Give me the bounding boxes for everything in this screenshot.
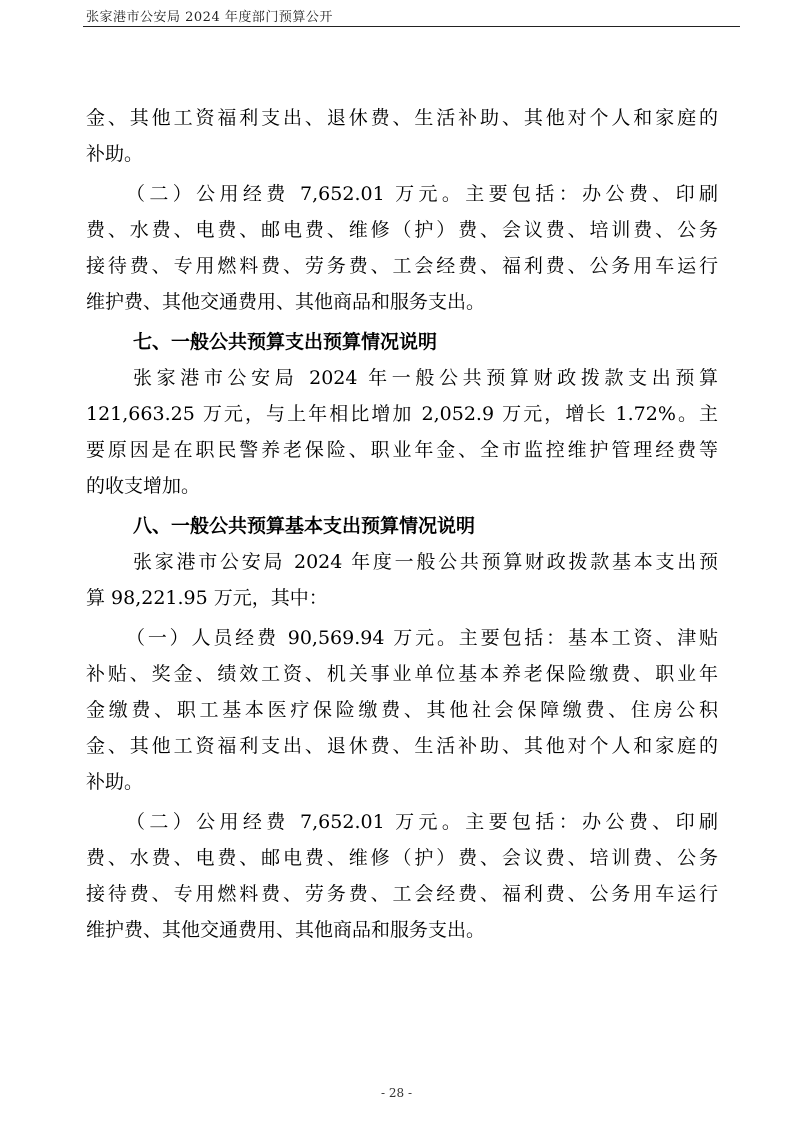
text-line: 要原因是在职民警养老保险、职业年金、全市监控维护管理经费等 [86, 439, 718, 461]
text-line: 121,663.25 万元，与上年相比增加 2,052.9 万元，增长 1.72%。主 [86, 403, 718, 425]
text-line: 维护费、其他交通费用、其他商品和服务支出。 [86, 291, 486, 313]
text-line: 金、其他工资福利支出、退休费、生活补助、其他对个人和家庭的 [86, 107, 718, 129]
text-line: 张家港市公安局 2024 年一般公共预算财政拨款支出预算 [133, 367, 718, 389]
text-line: 金缴费、职工基本医疗保险缴费、其他社会保障缴费、住房公积 [86, 699, 718, 721]
document-body [86, 100, 718, 948]
text-line: 算 98,221.95 万元，其中： [86, 587, 328, 609]
text-line: 补助。 [86, 143, 144, 165]
text-line: 维护费、其他交通费用、其他商品和服务支出。 [86, 919, 486, 941]
text-line: （二）公用经费 7,652.01 万元。主要包括：办公费、印刷 [126, 183, 718, 205]
text-line: （二）公用经费 7,652.01 万元。主要包括：办公费、印刷 [126, 811, 718, 833]
page-header-title: 张家港市公安局 2024 年度部门预算公开 [86, 10, 333, 25]
section-heading-7: 七、一般公共预算支出预算情况说明 [133, 331, 438, 353]
header-divider [83, 26, 740, 27]
text-line: 接待费、专用燃料费、劳务费、工会经费、福利费、公务用车运行 [86, 883, 718, 905]
text-line: 的收支增加。 [86, 475, 201, 497]
text-line: 费、水费、电费、邮电费、维修（护）费、会议费、培训费、公务 [86, 847, 718, 869]
text-line: 金、其他工资福利支出、退休费、生活补助、其他对个人和家庭的 [86, 735, 718, 757]
section-heading-8: 八、一般公共预算基本支出预算情况说明 [133, 515, 476, 537]
text-line: （一）人员经费 90,569.94 万元。主要包括：基本工资、津贴 [126, 627, 718, 649]
text-line: 张家港市公安局 2024 年度一般公共预算财政拨款基本支出预 [133, 551, 718, 573]
text-line: 费、水费、电费、邮电费、维修（护）费、会议费、培训费、公务 [86, 219, 718, 241]
text-line: 补贴、奖金、绩效工资、机关事业单位基本养老保险缴费、职业年 [86, 663, 718, 685]
text-line: 接待费、专用燃料费、劳务费、工会经费、福利费、公务用车运行 [86, 255, 718, 277]
text-line: 补助。 [86, 771, 144, 793]
page-number: - 28 - [380, 1086, 412, 1100]
